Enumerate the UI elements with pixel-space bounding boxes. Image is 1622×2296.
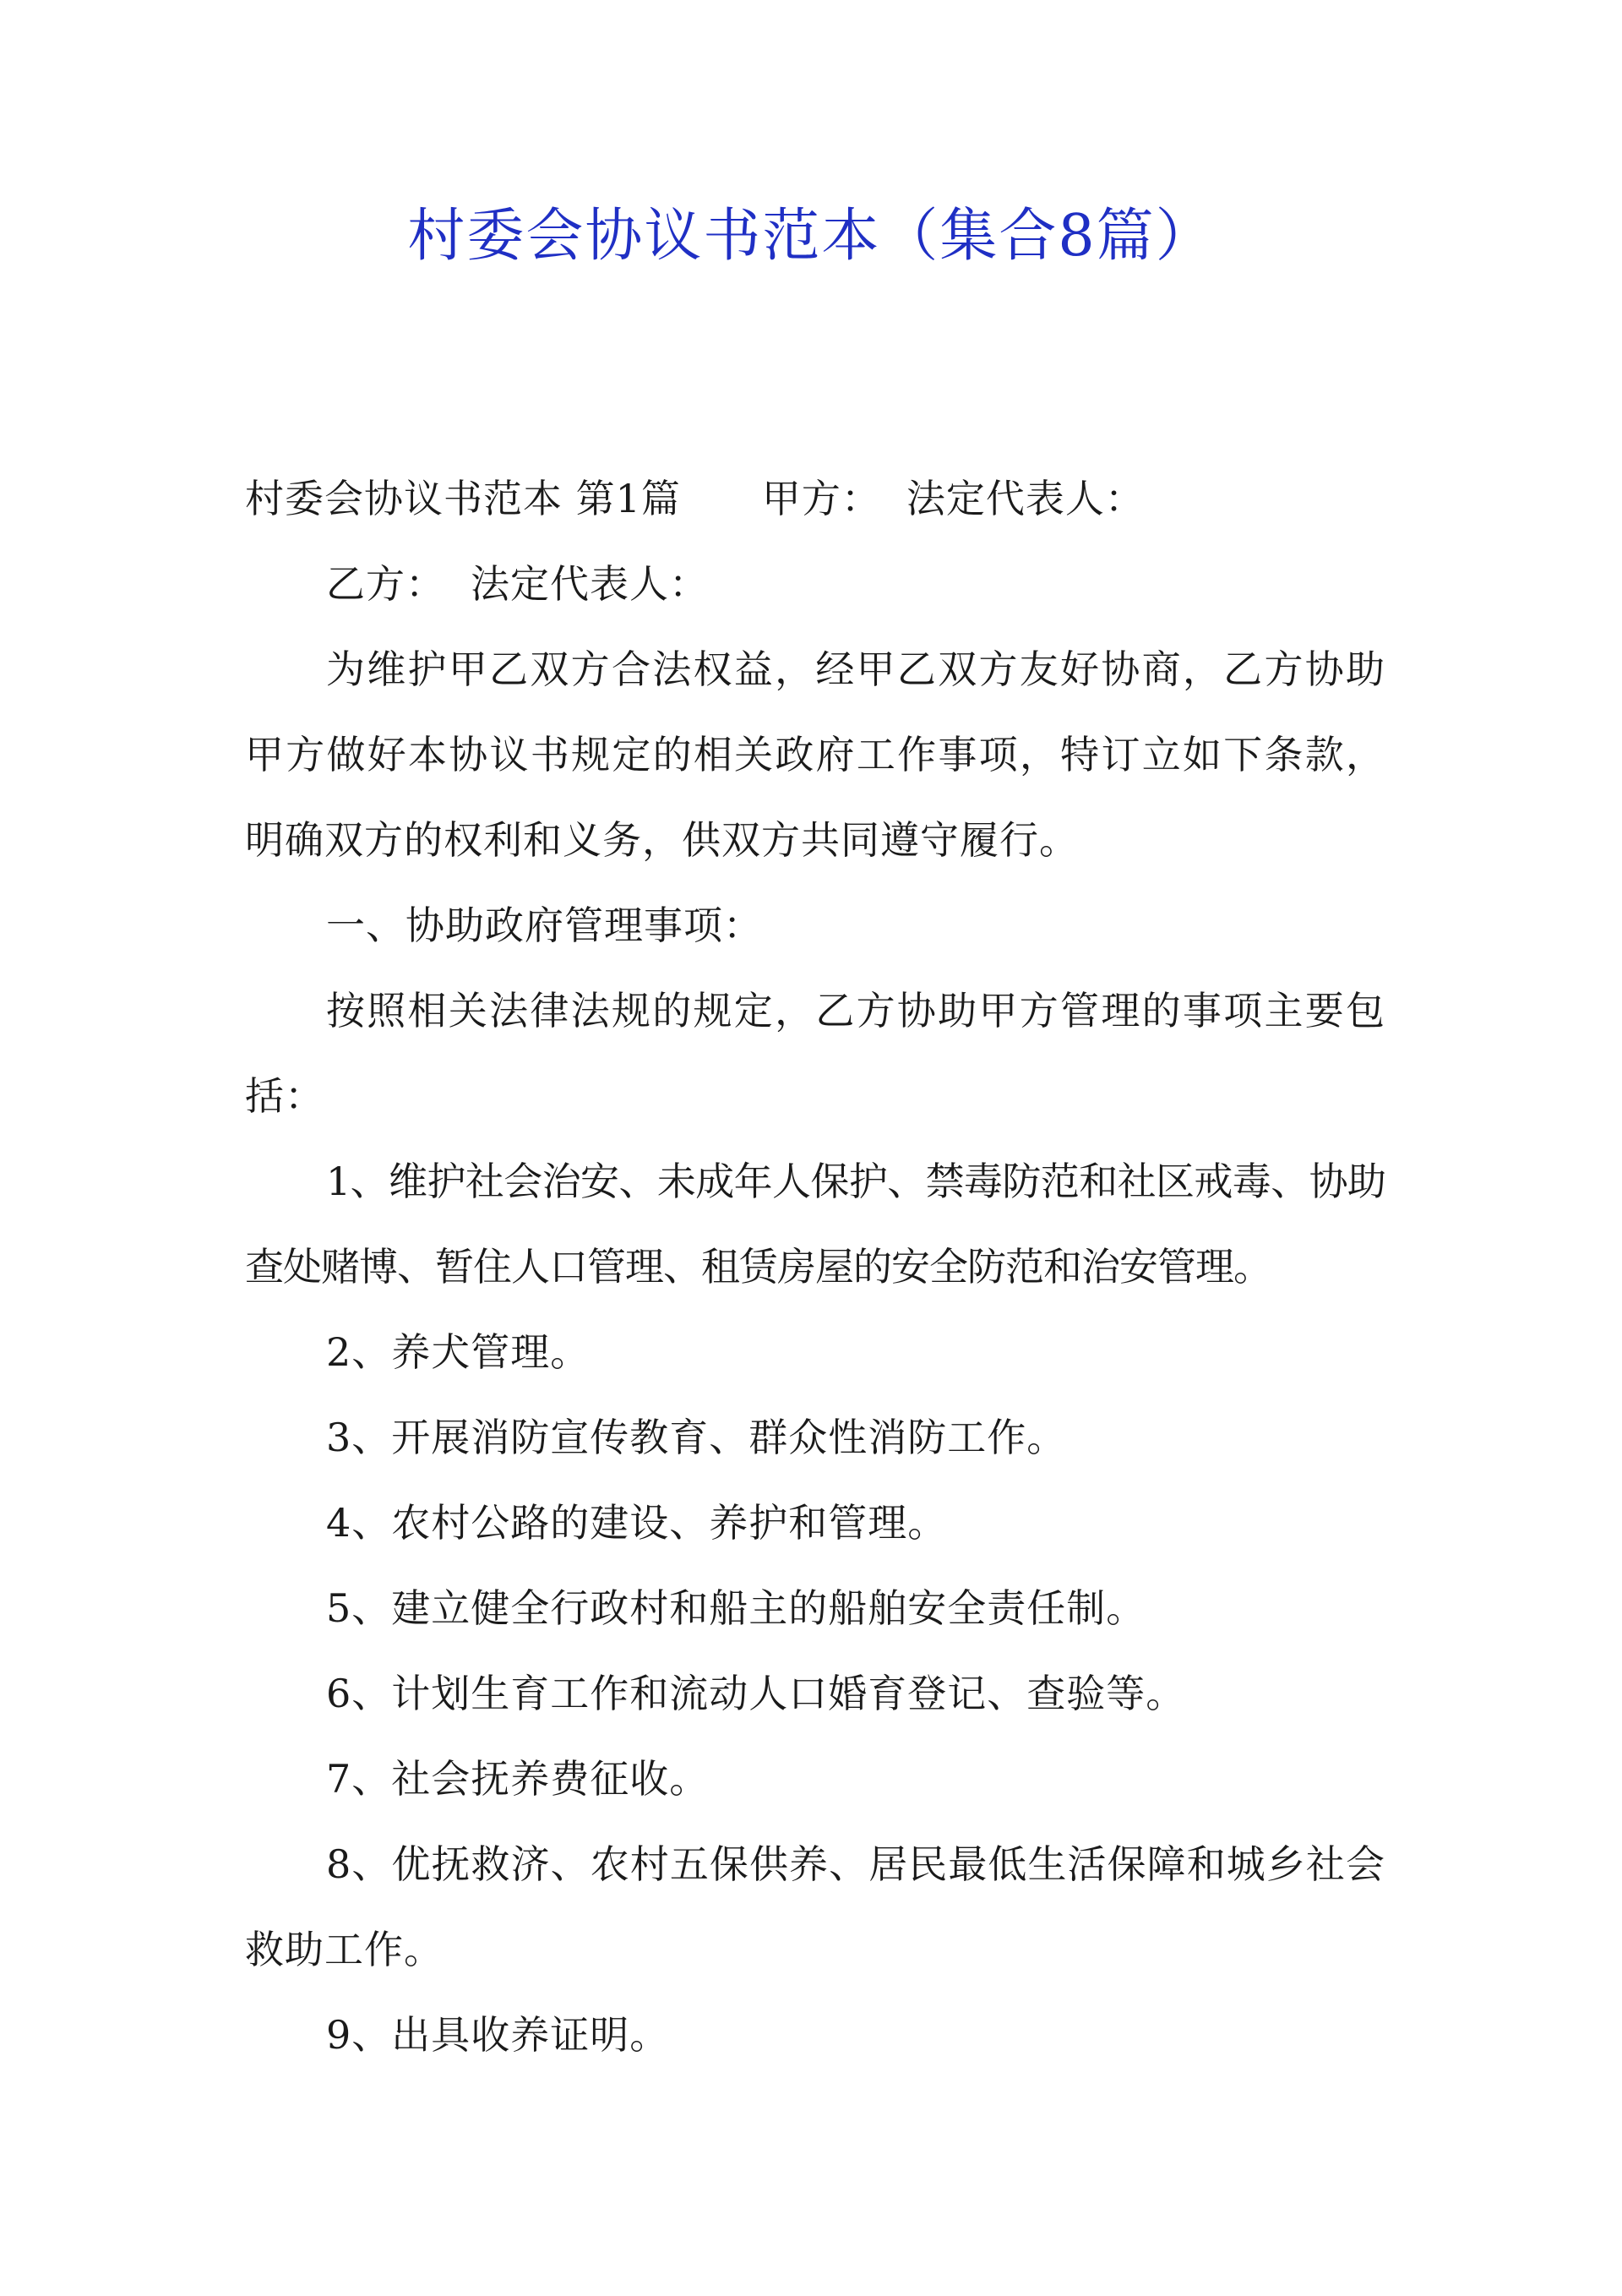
party-b-line	[245, 542, 1385, 627]
section-heading-assist: 一、协助政府管理事项：	[326, 903, 763, 948]
party-b-label: 乙方：	[326, 561, 445, 607]
list-item-3: 3、开展消防宣传教育、群众性消防工作。	[326, 1415, 1067, 1460]
document-title: 村委会协议书范本（集合8篇）	[407, 203, 1215, 270]
paragraph-scope: 按照相关法律法规的规定，乙方协助甲方管理的事项主要包括：	[245, 988, 1385, 1119]
party-b-representative-label: 法定代表人：	[471, 561, 709, 607]
party-a-representative-label: 法定代表人：	[906, 476, 1145, 521]
list-item-8: 8、优抚救济、农村五保供养、居民最低生活保障和城乡社会救助工作。	[245, 1841, 1385, 1972]
list-item-1: 1、维护社会治安、未成年人保护、禁毒防范和社区戒毒、协助查处赌博、暂住人口管理、租赁房屋的安全防范和治安管理。	[245, 1159, 1385, 1290]
list-item-7: 7、社会抚养费征收。	[326, 1756, 710, 1802]
article-heading: 村委会协议书范本 第1篇	[245, 476, 681, 521]
list-item-4: 4、农村公路的建设、养护和管理。	[326, 1500, 948, 1546]
document-body	[245, 456, 1385, 2078]
paragraph-intro: 为维护甲乙双方合法权益，经甲乙双方友好协商，乙方协助甲方做好本协议书规定的相关政府工作事项，特订立如下条款，明确双方的权利和义务，供双方共同遵守履行。	[245, 646, 1385, 863]
list-item-6: 6、计划生育工作和流动人口婚育登记、查验等。	[326, 1671, 1186, 1716]
list-item-5: 5、建立健全行政村和船主的船舶安全责任制。	[326, 1585, 1146, 1631]
list-item-2: 2、养犬管理。	[326, 1329, 591, 1375]
header-line	[245, 456, 1385, 542]
party-a-label: 甲方：	[761, 476, 881, 521]
list-item-9: 9、出具收养证明。	[326, 2012, 670, 2058]
